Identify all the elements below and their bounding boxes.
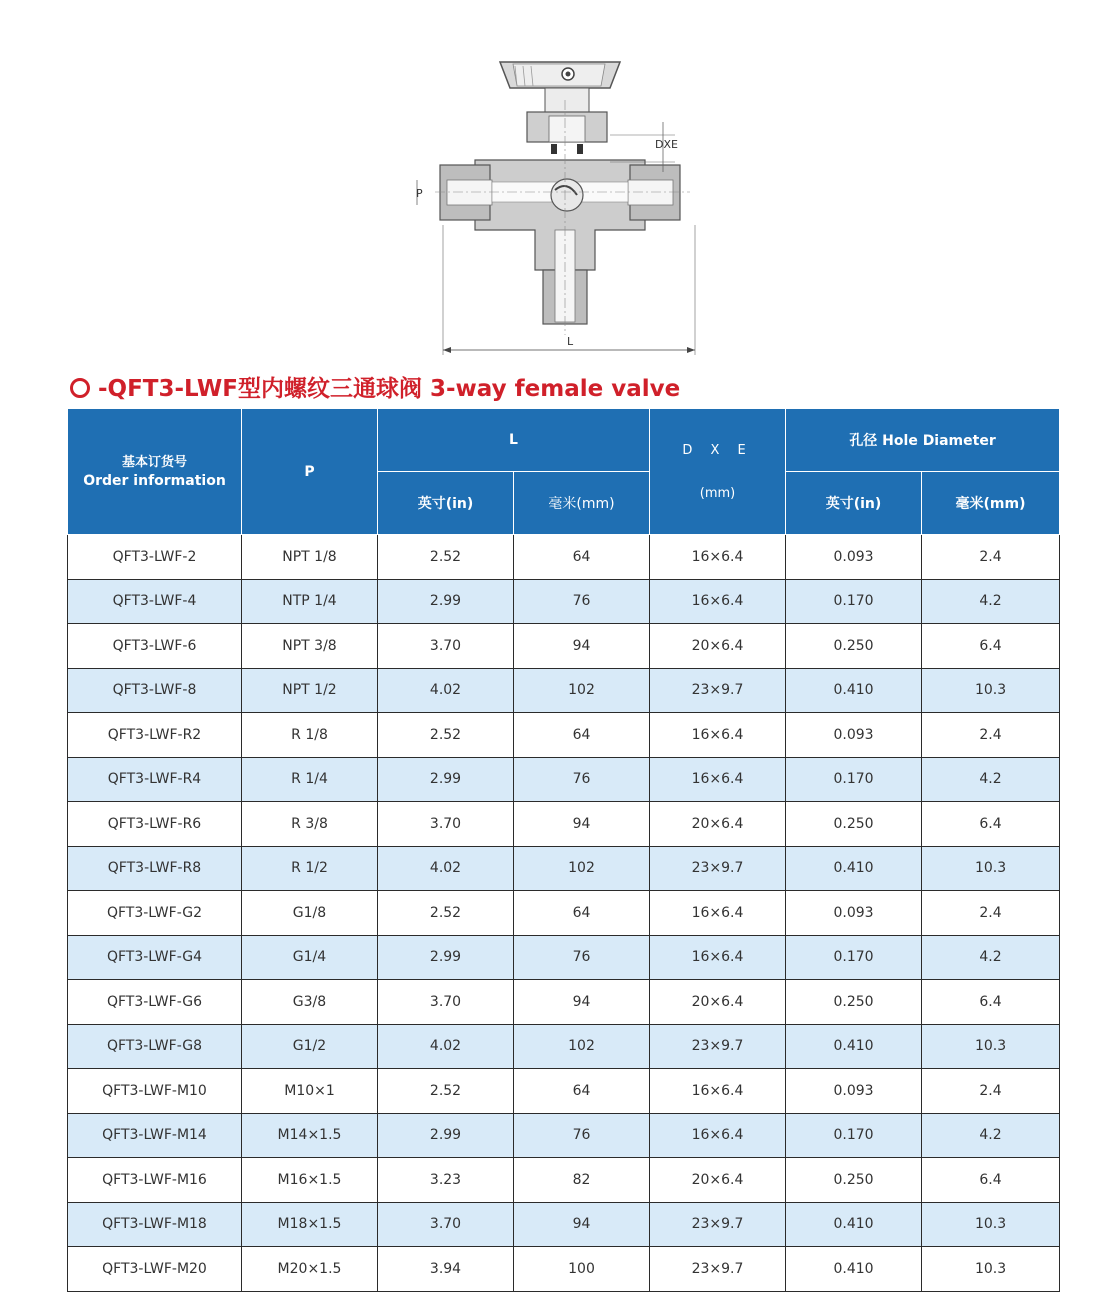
cell-dxe: 23×9.7 [650,1247,786,1292]
cell-p-thread: R 3/8 [242,802,378,847]
cell-dxe: 20×6.4 [650,802,786,847]
cell-p-thread: R 1/4 [242,757,378,802]
cell-dxe: 16×6.4 [650,757,786,802]
l-dimension-label: L [567,335,574,348]
table-row [68,1069,1060,1114]
cell-order-number: QFT3-LWF-R6 [68,802,242,847]
cell-l-mm: 76 [514,757,650,802]
header-hole-mm: 毫米(mm) [922,472,1060,535]
cell-dxe: 16×6.4 [650,579,786,624]
cell-hole-mm: 10.3 [922,1202,1060,1247]
cell-p-thread: G1/4 [242,935,378,980]
cell-p-thread: M14×1.5 [242,1113,378,1158]
cell-l-inch: 3.23 [378,1158,514,1203]
table-row [68,757,1060,802]
cell-l-mm: 94 [514,1202,650,1247]
cell-dxe: 20×6.4 [650,624,786,669]
cell-p-thread: NPT 1/8 [242,535,378,580]
cell-order-number: QFT3-LWF-M20 [68,1247,242,1292]
cell-dxe: 16×6.4 [650,935,786,980]
header-dxe-unit: (mm) [699,485,736,501]
cell-hole-inch: 0.250 [786,980,922,1025]
cell-order-number: QFT3-LWF-G2 [68,891,242,936]
cell-p-thread: NTP 1/4 [242,579,378,624]
table-row [68,891,1060,936]
cell-order-number: QFT3-LWF-R2 [68,713,242,758]
cell-p-thread: G3/8 [242,980,378,1025]
cell-l-mm: 64 [514,1069,650,1114]
table-row [68,713,1060,758]
cell-p-thread: R 1/8 [242,713,378,758]
cell-l-inch: 4.02 [378,846,514,891]
cell-order-number: QFT3-LWF-M14 [68,1113,242,1158]
cell-p-thread: NPT 1/2 [242,668,378,713]
cell-l-inch: 2.99 [378,935,514,980]
header-l-mm: 毫米(mm) [514,472,650,535]
cell-l-mm: 76 [514,579,650,624]
header-hole-diameter: 孔径 Hole Diameter [786,409,1060,472]
section-title [70,372,680,406]
cell-hole-mm: 2.4 [922,1069,1060,1114]
table-row [68,980,1060,1025]
cell-hole-inch: 0.170 [786,1113,922,1158]
cell-p-thread: M10×1 [242,1069,378,1114]
cell-l-inch: 3.70 [378,624,514,669]
header-order-cn: 基本订货号 [121,454,187,470]
cell-dxe: 16×6.4 [650,713,786,758]
cell-l-inch: 3.70 [378,1202,514,1247]
cell-l-inch: 2.52 [378,535,514,580]
circle-bullet-icon [70,378,90,398]
cell-hole-mm: 10.3 [922,846,1060,891]
cell-hole-mm: 2.4 [922,891,1060,936]
table-row [68,1202,1060,1247]
cell-l-inch: 2.52 [378,1069,514,1114]
cell-l-mm: 64 [514,891,650,936]
cell-dxe: 23×9.7 [650,668,786,713]
cell-l-mm: 76 [514,935,650,980]
header-dxe-label: D X E [682,442,753,458]
cell-p-thread: R 1/2 [242,846,378,891]
cell-order-number: QFT3-LWF-R4 [68,757,242,802]
cell-l-inch: 4.02 [378,668,514,713]
table-row [68,668,1060,713]
header-dxe [650,409,786,535]
cell-hole-mm: 4.2 [922,935,1060,980]
cell-hole-mm: 2.4 [922,535,1060,580]
cell-hole-inch: 0.093 [786,713,922,758]
header-order-information [68,409,242,535]
cell-hole-mm: 2.4 [922,713,1060,758]
cell-hole-inch: 0.093 [786,891,922,936]
cell-l-inch: 3.70 [378,802,514,847]
cell-hole-mm: 4.2 [922,757,1060,802]
cell-hole-inch: 0.170 [786,935,922,980]
cell-hole-mm: 6.4 [922,802,1060,847]
cell-dxe: 20×6.4 [650,1158,786,1203]
cell-l-mm: 76 [514,1113,650,1158]
valve-cross-section-drawing [405,40,715,360]
cell-l-inch: 2.52 [378,713,514,758]
section-title-text: -QFT3-LWF型内螺纹三通球阀 3-way female valve [98,376,681,402]
specification-table [67,408,1060,1292]
dxe-dimension-label: DXE [655,138,678,151]
cell-hole-inch: 0.410 [786,1202,922,1247]
cell-hole-inch: 0.093 [786,1069,922,1114]
cell-dxe: 23×9.7 [650,1024,786,1069]
cell-order-number: QFT3-LWF-R8 [68,846,242,891]
cell-hole-mm: 4.2 [922,579,1060,624]
cell-order-number: QFT3-LWF-M16 [68,1158,242,1203]
cell-dxe: 16×6.4 [650,891,786,936]
cell-l-inch: 2.99 [378,579,514,624]
cell-order-number: QFT3-LWF-6 [68,624,242,669]
cell-l-mm: 100 [514,1247,650,1292]
cell-dxe: 20×6.4 [650,980,786,1025]
cell-hole-mm: 6.4 [922,980,1060,1025]
cell-l-inch: 4.02 [378,1024,514,1069]
table-row [68,624,1060,669]
cell-l-inch: 3.94 [378,1247,514,1292]
header-l: L [378,409,650,472]
cell-l-mm: 64 [514,713,650,758]
header-hole-in: 英寸(in) [786,472,922,535]
cell-p-thread: G1/2 [242,1024,378,1069]
cell-l-mm: 102 [514,668,650,713]
p-dimension-label: P [416,187,423,200]
cell-order-number: QFT3-LWF-8 [68,668,242,713]
cell-dxe: 16×6.4 [650,1113,786,1158]
cell-hole-inch: 0.250 [786,802,922,847]
cell-l-mm: 94 [514,624,650,669]
table-row [68,1024,1060,1069]
table-row [68,846,1060,891]
cell-order-number: QFT3-LWF-G6 [68,980,242,1025]
cell-l-inch: 3.70 [378,980,514,1025]
cell-hole-inch: 0.410 [786,846,922,891]
cell-hole-inch: 0.170 [786,579,922,624]
cell-hole-inch: 0.410 [786,1247,922,1292]
cell-p-thread: M20×1.5 [242,1247,378,1292]
cell-dxe: 16×6.4 [650,1069,786,1114]
cell-order-number: QFT3-LWF-G8 [68,1024,242,1069]
cell-l-inch: 2.99 [378,1113,514,1158]
cell-order-number: QFT3-LWF-M18 [68,1202,242,1247]
cell-hole-inch: 0.410 [786,1024,922,1069]
header-p: P [242,409,378,535]
cell-p-thread: M18×1.5 [242,1202,378,1247]
cell-l-mm: 94 [514,980,650,1025]
table-row [68,1158,1060,1203]
cell-hole-mm: 10.3 [922,1247,1060,1292]
cell-hole-inch: 0.250 [786,1158,922,1203]
cell-order-number: QFT3-LWF-M10 [68,1069,242,1114]
cell-hole-mm: 10.3 [922,1024,1060,1069]
header-order-en: Order information [83,472,226,489]
cell-hole-inch: 0.093 [786,535,922,580]
cell-hole-inch: 0.250 [786,624,922,669]
cell-l-mm: 64 [514,535,650,580]
cell-dxe: 23×9.7 [650,846,786,891]
cell-order-number: QFT3-LWF-4 [68,579,242,624]
cell-p-thread: NPT 3/8 [242,624,378,669]
cell-dxe: 16×6.4 [650,535,786,580]
cell-p-thread: M16×1.5 [242,1158,378,1203]
cell-hole-mm: 6.4 [922,1158,1060,1203]
table-row [68,1113,1060,1158]
cell-hole-mm: 4.2 [922,1113,1060,1158]
cell-p-thread: G1/8 [242,891,378,936]
cell-order-number: QFT3-LWF-2 [68,535,242,580]
table-row [68,579,1060,624]
cell-dxe: 23×9.7 [650,1202,786,1247]
cell-l-mm: 102 [514,1024,650,1069]
cell-hole-mm: 6.4 [922,624,1060,669]
table-row [68,935,1060,980]
cell-hole-inch: 0.410 [786,668,922,713]
table-row [68,802,1060,847]
cell-hole-mm: 10.3 [922,668,1060,713]
cell-l-mm: 82 [514,1158,650,1203]
cell-l-inch: 2.52 [378,891,514,936]
cell-l-inch: 2.99 [378,757,514,802]
cell-l-mm: 102 [514,846,650,891]
cell-order-number: QFT3-LWF-G4 [68,935,242,980]
table-row [68,535,1060,580]
cell-hole-inch: 0.170 [786,757,922,802]
header-l-in: 英寸(in) [378,472,514,535]
cell-l-mm: 94 [514,802,650,847]
table-body [68,535,1060,1292]
table-row [68,1247,1060,1292]
